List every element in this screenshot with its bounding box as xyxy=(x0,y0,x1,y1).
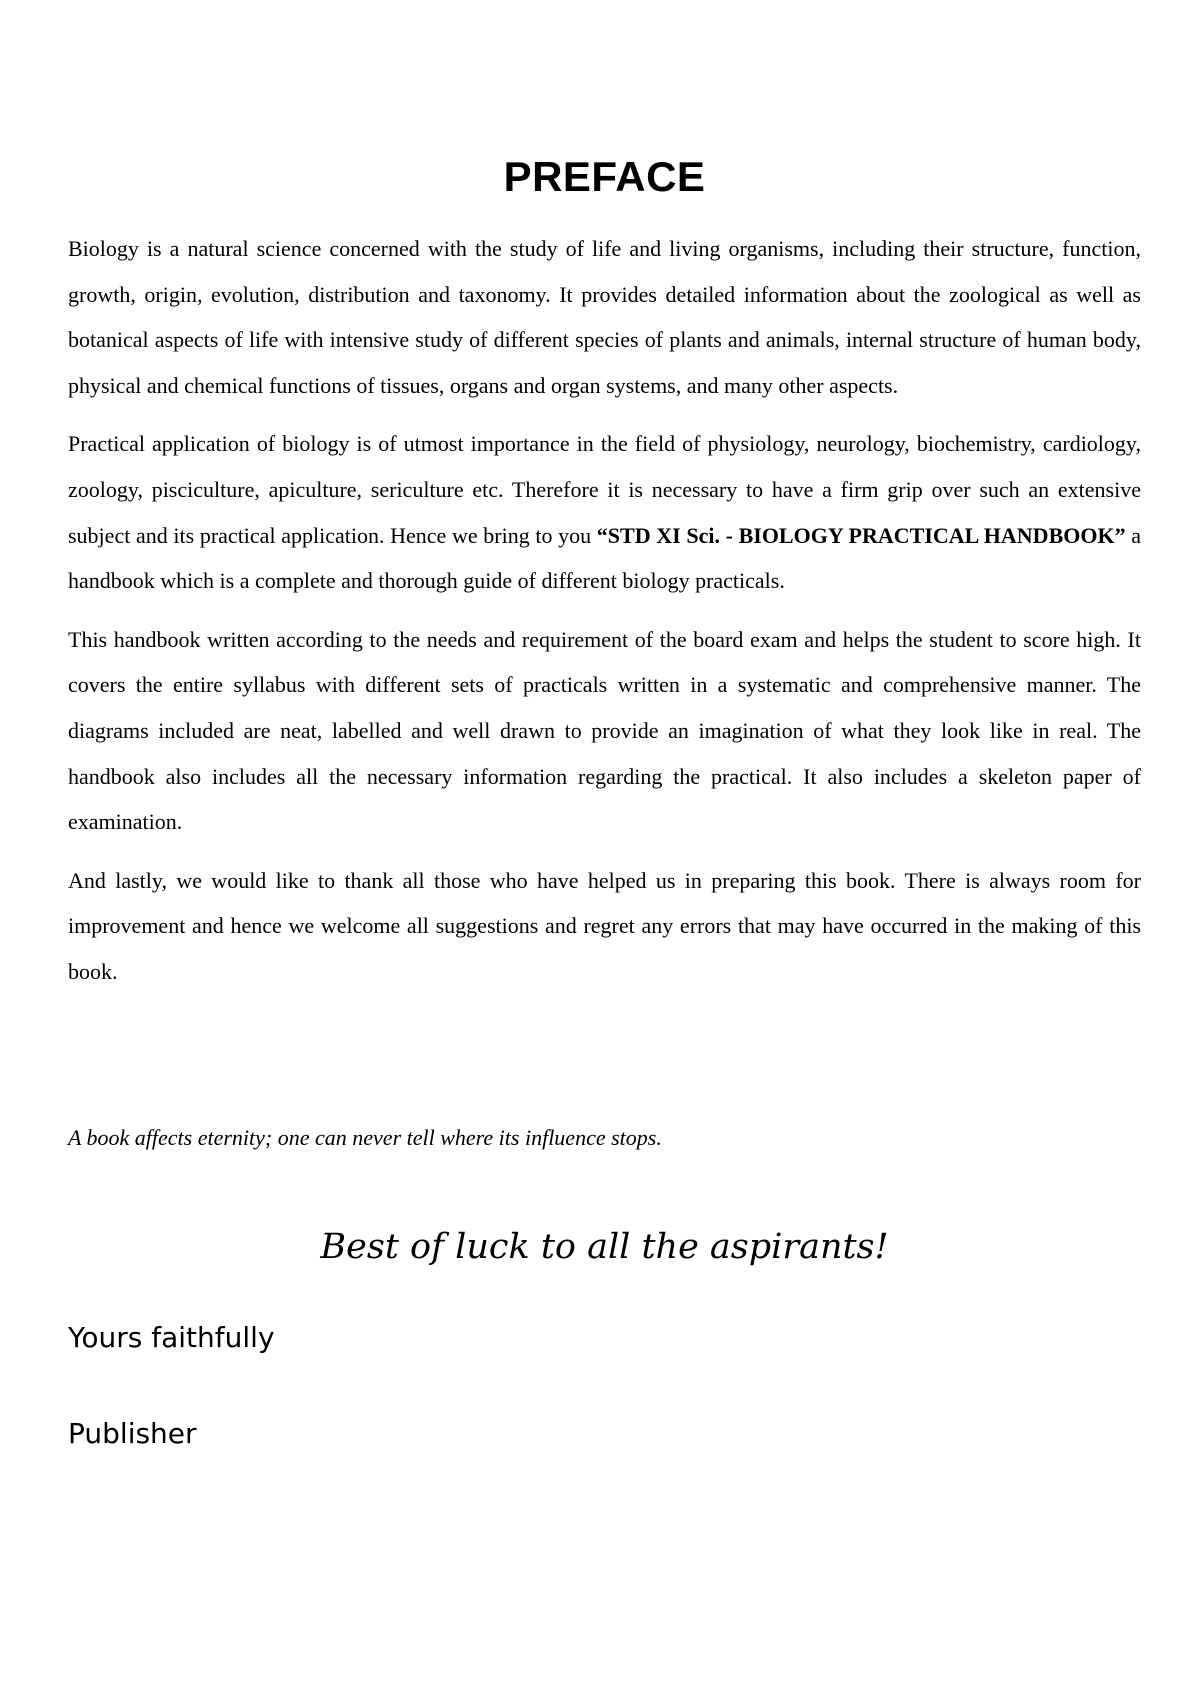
paragraph-text: a handbook which is a complete and thorough guide of different biology practicals. xyxy=(68,522,1141,594)
best-wishes: Best of luck to all the aspirants! xyxy=(320,1227,889,1267)
paragraph-text: Practical application of biology is of utmost importance in the field of physiology, neurology, biochemistry, cardiology, zoology, pisciculture, apiculture, sericulture etc. Therefore it is necessary to have a firm grip over such an extensive subject and its practical application. Hence we bring to you xyxy=(68,431,1141,548)
book-title: “STD XI Sci. - BIOLOGY PRACTICAL HANDBOOK” xyxy=(596,522,1126,548)
paragraph-intro: Biology is a natural science concerned with the study of life and living organisms, including their structure, function, growth, origin, evolution, distribution and taxonomy. It provides detailed information about the zoological as well as botanical aspects of life with intensive study of different species of plants and animals, internal structure of human body, physical and chemical functions of tissues, organs and organ systems, and many other aspects. xyxy=(68,236,1141,398)
preface-body xyxy=(68,226,1141,1008)
preface-page xyxy=(68,0,1141,1698)
paragraph-acknowledgement: And lastly, we would like to thank all those who have helped us in preparing this book. There is always room for improvement and hence we welcome all suggestions and regret any errors that may have occurred in the making of this book. xyxy=(68,867,1141,984)
page-title: PREFACE xyxy=(503,153,706,200)
paragraph-practical-application xyxy=(68,421,1141,603)
paragraph-handbook-description: This handbook written according to the needs and requirement of the board exam and helps the student to score high. It covers the entire syllabus with different sets of practicals written in a systematic and comprehensive manner. The diagrams included are neat, labelled and well drawn to provide an imagination of what they look like in real. The handbook also includes all the necessary information regarding the practical. It also includes a skeleton paper of examination. xyxy=(68,626,1141,835)
sender-name: Publisher xyxy=(68,1417,197,1450)
closing-line: Yours faithfully xyxy=(68,1321,275,1354)
quote: A book affects eternity; one can never tell where its influence stops. xyxy=(68,1125,662,1150)
